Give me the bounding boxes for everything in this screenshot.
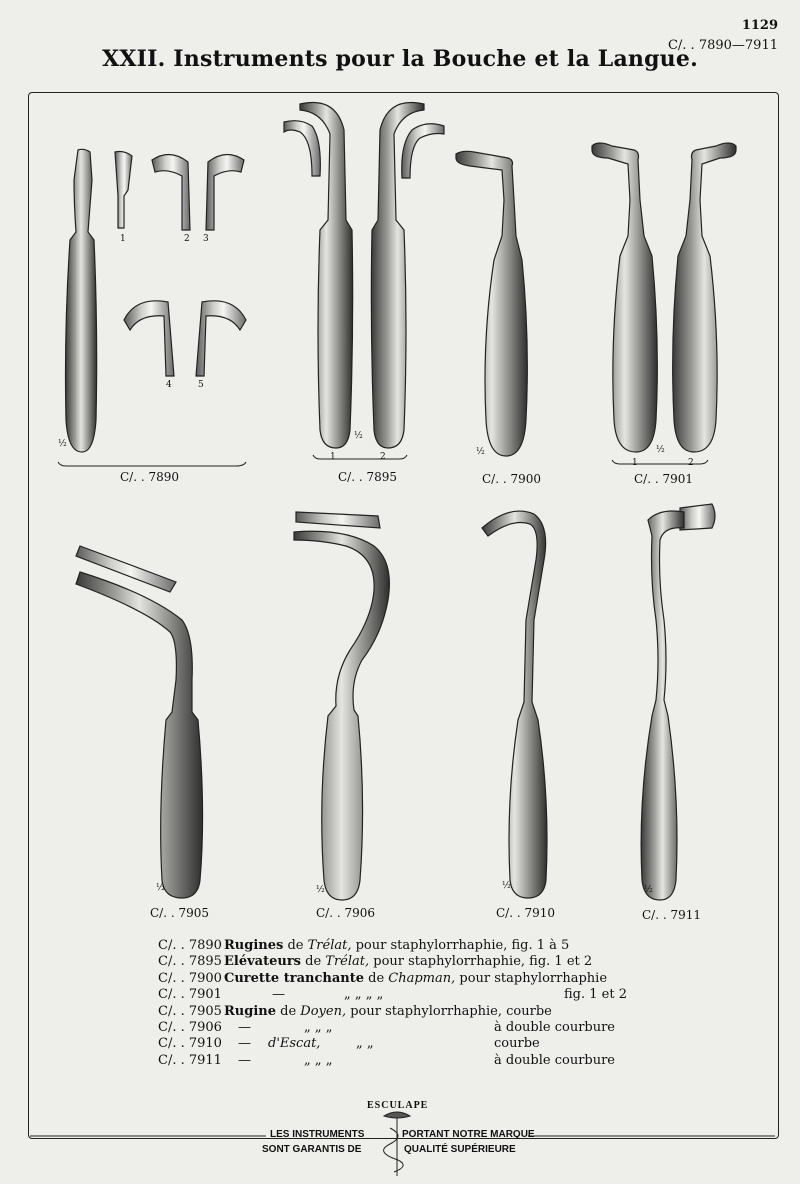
- instrument-7890-handle: [66, 149, 247, 452]
- part-number-7890-3: 3: [203, 234, 209, 244]
- scale-7900: ½: [476, 447, 485, 457]
- catalog-dash: —: [238, 1052, 251, 1068]
- footer-text-right-2: QUALITÉ SUPÉRIEURE: [404, 1144, 516, 1155]
- catalog-ditto: „ „: [356, 1036, 374, 1052]
- scale-7906: ½: [316, 885, 325, 895]
- scale-7901: ½: [656, 445, 665, 455]
- footer-text-right-1: PORTANT NOTRE MARQUE: [402, 1129, 535, 1140]
- part-number-7895-2: 2: [380, 452, 386, 462]
- part-number-7901-1: 1: [632, 458, 638, 468]
- catalog-detail: à double courbure: [494, 1019, 616, 1035]
- figure-ref-7900: C/. . 7900: [482, 472, 542, 486]
- figure-ref-7901: C/. . 7901: [634, 472, 694, 486]
- scale-7890: ½: [58, 439, 67, 449]
- catalog-detail: courbe: [494, 1036, 540, 1052]
- catalog-dash: —: [272, 987, 285, 1003]
- part-number-7890-4: 4: [166, 380, 172, 390]
- part-number-7890-1: 1: [120, 234, 126, 244]
- catalog-range: C/. . 7890—7911: [667, 38, 778, 53]
- catalog-ref: C/. . 7906: [158, 1019, 222, 1035]
- scale-7895: ½: [354, 431, 363, 441]
- catalog-description: Rugines de Trélat, pour staphylorrhaphie, fig. 1 à 5: [224, 938, 570, 953]
- catalog-dash: —: [238, 1036, 251, 1052]
- catalog-ditto: „ „ „ „: [344, 987, 384, 1003]
- catalog-author: d'Escat,: [268, 1036, 321, 1052]
- figure-ref-7910: C/. . 7910: [496, 906, 556, 920]
- scale-7910: ½: [502, 881, 511, 891]
- figure-ref-7906: C/. . 7906: [316, 906, 376, 920]
- scale-7905: ½: [156, 883, 165, 893]
- part-number-7895-1: 1: [330, 452, 336, 462]
- catalog-dash: —: [238, 1019, 251, 1035]
- brand-name: ESCULAPE: [367, 1100, 429, 1111]
- catalog-ditto: „ „ „: [304, 1019, 333, 1035]
- footer-text-left-2: SONT GARANTIS DE: [262, 1144, 362, 1155]
- figure-ref-7905: C/. . 7905: [150, 906, 210, 920]
- figure-ref-7890: C/. . 7890: [120, 470, 180, 484]
- scale-7911: ½: [644, 885, 653, 895]
- part-number-7901-2: 2: [688, 458, 694, 468]
- catalog-ref: C/. . 7901: [158, 987, 222, 1003]
- footer-text-left-1: LES INSTRUMENTS: [270, 1129, 365, 1140]
- catalog-ref: C/. . 7910: [158, 1036, 222, 1052]
- part-number-7890-2: 2: [184, 234, 190, 244]
- catalog-ditto: „ „ „: [304, 1052, 333, 1068]
- catalog-description: Rugine de Doyen, pour staphylorrhaphie, courbe: [224, 1003, 552, 1019]
- catalog-description: Curette tranchante de Chapman, pour staphylorrhaphie: [224, 970, 608, 986]
- catalog-ref: C/. . 7905: [158, 1003, 222, 1019]
- catalog-ref: C/. . 7890: [158, 938, 222, 953]
- catalog-ref: C/. . 7900: [158, 970, 222, 986]
- catalog-ref: C/. . 7911: [158, 1052, 222, 1068]
- page-title: XXII. Instruments pour la Bouche et la Langue.: [102, 46, 698, 72]
- catalog-detail: à double courbure: [494, 1052, 616, 1068]
- catalog-detail: fig. 1 et 2: [564, 987, 627, 1003]
- figure-ref-7911: C/. . 7911: [642, 908, 702, 922]
- catalog-ref: C/. . 7895: [158, 954, 222, 970]
- page-number: 1129: [741, 18, 778, 33]
- figure-ref-7895: C/. . 7895: [338, 470, 398, 484]
- catalog-description: Elévateurs de Trélat, pour staphylorrhaphie, fig. 1 et 2: [224, 954, 593, 970]
- part-number-7890-5: 5: [198, 380, 204, 390]
